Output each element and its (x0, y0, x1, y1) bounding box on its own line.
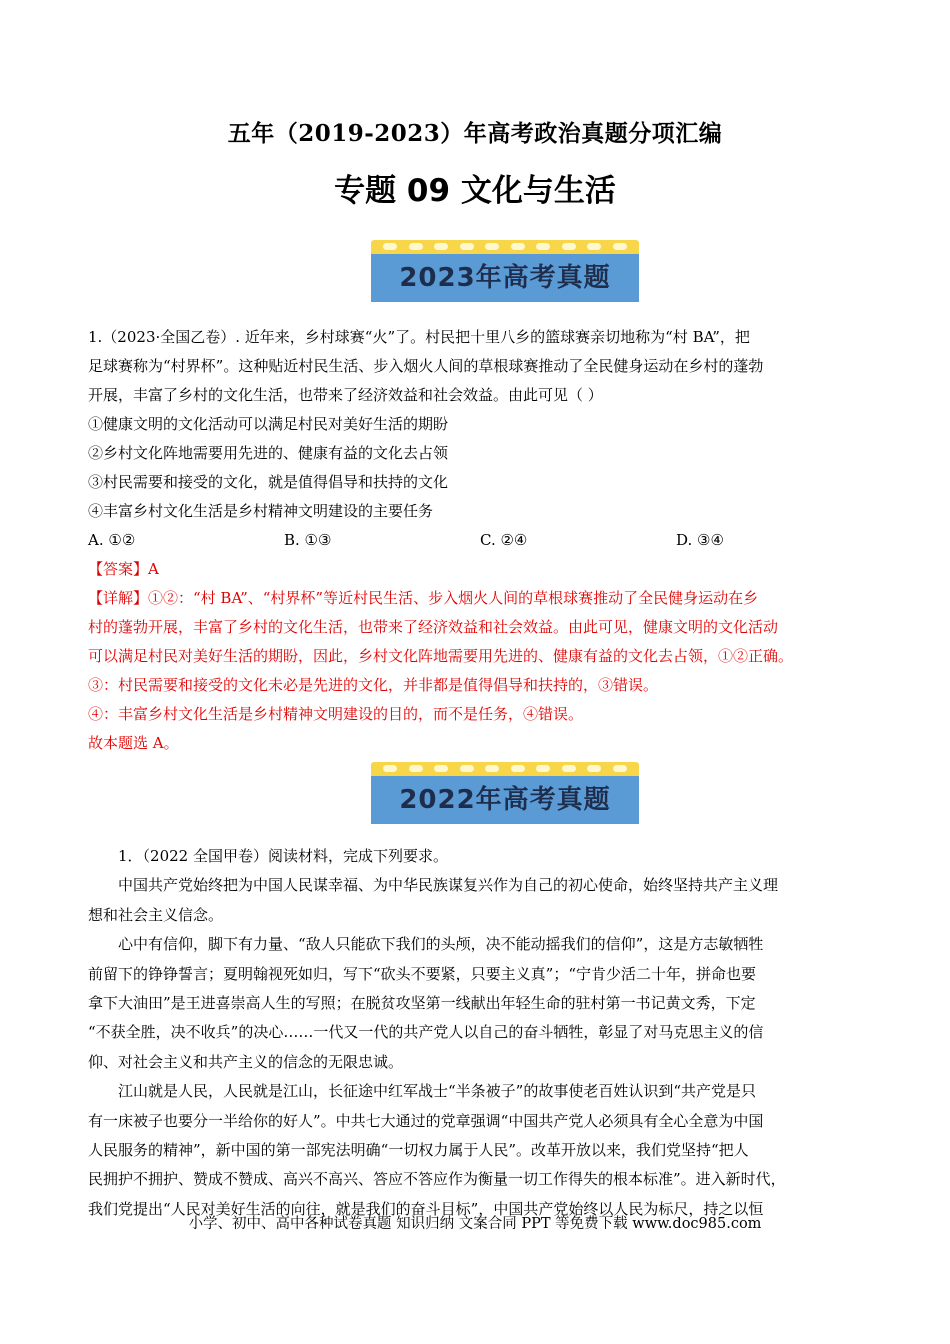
question-2022 (88, 842, 878, 1224)
material-line: “不获全胜，决不收兵”的决心……一代又一代的共产党人以自己的奋斗牺牲，彰显了对马克思主义的信 (88, 1023, 764, 1042)
statement: ④丰富乡村文化生活是乡村精神文明建设的主要任务 (88, 502, 434, 520)
material-line: 人民服务的精神”，新中国的第一部宪法明确“一切权力属于人民”。改革开放以来，我们党坚持“把人 (88, 1141, 749, 1160)
material-line: 拿下大油田”是王进喜崇高人生的写照；在脱贫攻坚第一线献出年轻生命的驻村第一书记黄文秀，下定 (88, 994, 756, 1013)
question-stem-line: 1.（2023·全国乙卷）. 近年来，乡村球赛“火”了。村民把十里八乡的篮球赛亲切地称为“村 BA”，把 (88, 328, 750, 346)
question-stem-line: 足球赛称为“村界杯”。这种贴近村民生活、步入烟火人间的草根球赛推动了全民健身运动在乡村的蓬勃 (88, 357, 764, 375)
material-line: 民拥护不拥护、赞成不赞成、高兴不高兴、答应不答应作为衡量一切工作得失的根本标准”。进入新时代， (88, 1170, 786, 1189)
statement: ②乡村文化阵地需要用先进的、健康有益的文化去占领 (88, 444, 449, 462)
banner-label: 2022年高考真题 (399, 785, 611, 815)
material-line: 心中有信仰，脚下有力量、“敌人只能砍下我们的头颅，决不能动摇我们的信仰”，这是方志敏牺牲 (118, 935, 764, 954)
option-c: C. ②④ (480, 531, 528, 549)
material-line: 想和社会主义信念。 (88, 905, 224, 924)
page-footer: 小学、初中、高中各种试卷真题 知识归纳 文案合同 PPT 等免费下载 www.doc985.com (188, 1216, 762, 1232)
option-b: B. ①③ (284, 531, 332, 549)
material-line: 有一床被子也要分一半给你的好人”。中共七大通过的党章强调“中国共产党人必须具有全心全意为中国 (88, 1111, 764, 1130)
analysis-line: 故本题选 A。 (88, 734, 179, 752)
material-line: 我们党提出“人民对美好生活的向往，就是我们的奋斗目标”，中国共产党始终以人民为标尺，持之以恒 (88, 1199, 764, 1218)
analysis-line: ④：丰富乡村文化生活是乡村精神文明建设的目的，而不是任务，④错误。 (88, 705, 584, 723)
answer-options (88, 526, 878, 555)
section-banner-2022 (371, 762, 639, 824)
analysis-line: 村的蓬勃开展，丰富了乡村的文化生活，也带来了经济效益和社会效益。由此可见，健康文明的文化活动 (88, 618, 779, 636)
banner-dots (383, 243, 627, 251)
question-stem-line: 开展，丰富了乡村的文化生活，也带来了经济效益和社会效益。由此可见（ ） (88, 386, 603, 404)
question-heading: 1．（2022 全国甲卷）阅读材料，完成下列要求。 (118, 847, 448, 865)
material-line: 中国共产党始终把为中国人民谋幸福、为中华民族谋复兴作为自己的初心使命，始终坚持共产主义理 (118, 876, 779, 895)
section-banner-2023 (371, 240, 639, 302)
material-line: 江山就是人民，人民就是江山，长征途中红军战士“半条被子”的故事使老百姓认识到“共产党是只 (118, 1082, 757, 1101)
answer: 【答案】A (88, 560, 159, 578)
material-line: 仰、对社会主义和共产主义的信念的无限忠诚。 (88, 1052, 404, 1071)
document-title: 五年（2019-2023）年高考政治真题分项汇编 (227, 120, 723, 147)
statement: ①健康文明的文化活动可以满足村民对美好生活的期盼 (88, 415, 449, 433)
question-2023 (88, 323, 878, 758)
topic-title: 专题 09 文化与生活 (334, 173, 616, 209)
analysis-line: 【详解】①②：“村 BA”、“村界杯”等近村民生活、步入烟火人间的草根球赛推动了全民健身运动在乡 (88, 589, 759, 607)
banner-dots (383, 765, 627, 773)
statement: ③村民需要和接受的文化，就是值得倡导和扶持的文化 (88, 473, 449, 491)
material-line: 前留下的铮铮誓言；夏明翰视死如归，写下“砍头不要紧，只要主义真”；“宁肯少活二十年，拼命也要 (88, 964, 757, 983)
option-d: D. ③④ (676, 531, 724, 549)
analysis-line: 可以满足村民对美好生活的期盼，因此，乡村文化阵地需要用先进的、健康有益的文化去占领，①②正确。 (88, 647, 794, 665)
banner-label: 2023年高考真题 (399, 263, 611, 293)
option-a: A. ①② (88, 531, 136, 549)
analysis-line: ③：村民需要和接受的文化未必是先进的文化，并非都是值得倡导和扶持的，③错误。 (88, 676, 659, 694)
